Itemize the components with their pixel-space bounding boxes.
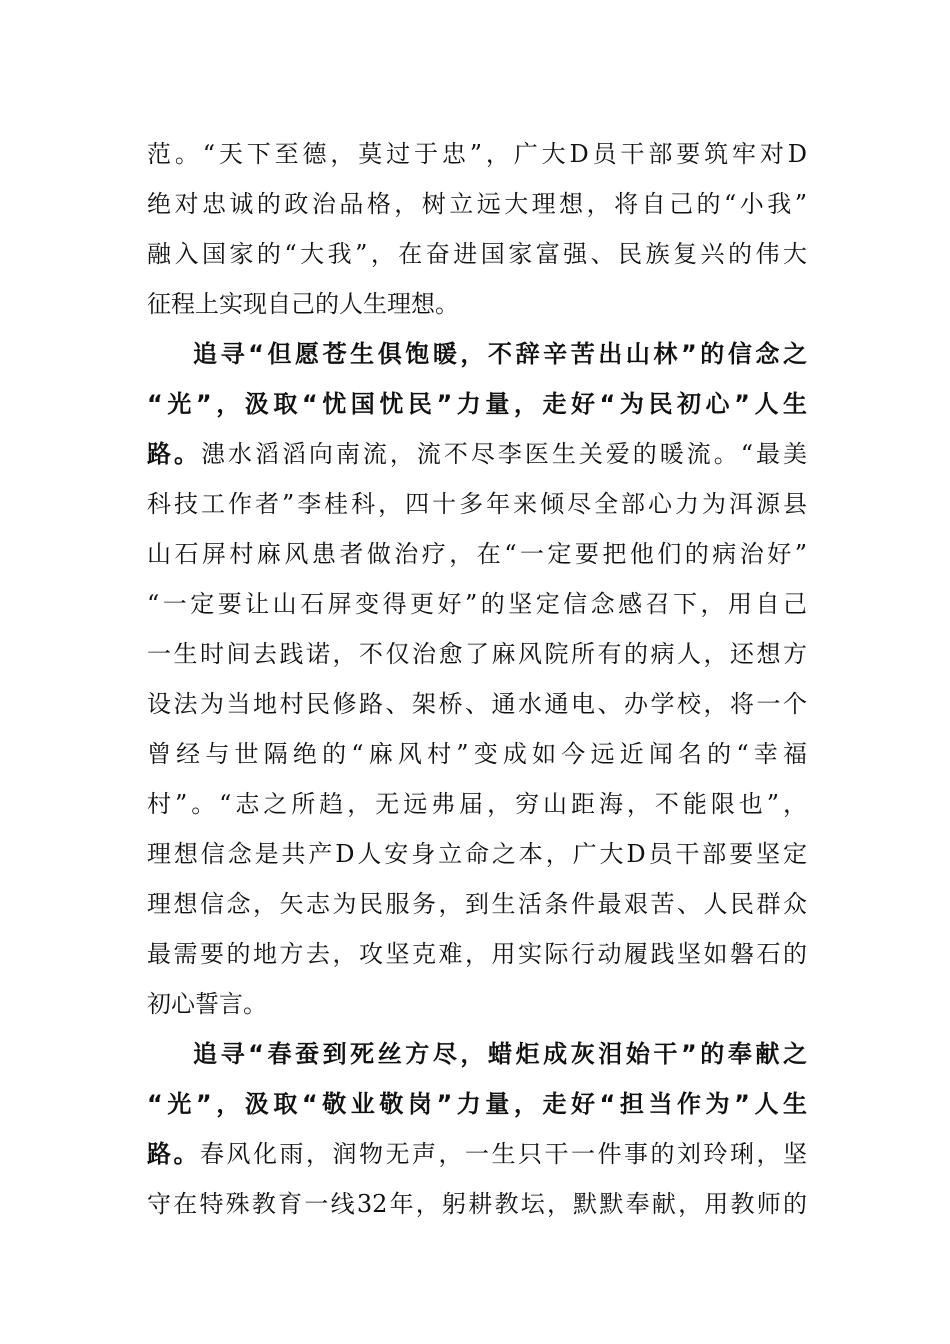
mixed-line <box>147 1138 807 1170</box>
heading-line: 追寻“但愿苍生俱饱暖，不辞辛苦出山林”的信念之 <box>193 340 807 368</box>
text-line: 理想信念是共产D人安身立命之本，广大D员干部要坚定 <box>147 840 807 868</box>
mixed-line <box>147 438 807 470</box>
paragraph-start: 春风化雨，润物无声，一生只干一件事的刘玲琍，坚 <box>200 1140 807 1168</box>
text-line: 理想信念，矢志为民服务，到生活条件最艰苦、人民群众 <box>147 890 807 918</box>
text-line: 最需要的地方去，攻坚克难，用实际行动履践坚如磐石的 <box>147 940 807 968</box>
text-line: 绝对忠诚的政治品格，树立远大理想，将自己的“小我” <box>147 190 807 218</box>
text-line: 曾经与世隔绝的“麻风村”变成如今远近闻名的“幸福 <box>147 740 807 768</box>
text-line: 初心誓言。 <box>147 990 267 1018</box>
text-line: 守在特殊教育一线32年，躬耕教坛，默默奉献，用教师的 <box>147 1190 807 1218</box>
heading-tail: 路。 <box>147 440 201 468</box>
heading-line: “光”，汲取“敬业敬岗”力量，走好“担当作为”人生 <box>147 1090 807 1118</box>
text-line: 设法为当地村民修路、架桥、通水通电、办学校，将一个 <box>147 690 807 718</box>
text-line: 科技工作者”李桂科，四十多年来倾尽全部心力为洱源县 <box>147 490 807 518</box>
text-line: 村”。“志之所趋，无远弗届，穷山距海，不能限也”， <box>147 790 807 818</box>
heading-tail: 路。 <box>147 1140 200 1168</box>
text-line: 一生时间去践诺，不仅治愈了麻风院所有的病人，还想方 <box>147 640 807 668</box>
heading-line: “光”，汲取“忧国忧民”力量，走好“为民初心”人生 <box>147 390 807 418</box>
text-line: 征程上实现自己的人生理想。 <box>147 290 459 318</box>
heading-line: 追寻“春蚕到死丝方尽，蜡炬成灰泪始干”的奉献之 <box>193 1040 807 1068</box>
text-line: 山石屏村麻风患者做治疗，在“一定要把他们的病治好” <box>147 540 807 568</box>
paragraph-start: 漶水滔滔向南流，流不尽李医生关爱的暖流。“最美 <box>200 440 807 468</box>
text-line: 融入国家的“大我”，在奋进国家富强、民族复兴的伟大 <box>147 240 807 268</box>
text-line: 范。“天下至德，莫过于忠”，广大D员干部要筑牢对D <box>147 140 807 168</box>
text-line: “一定要让山石屏变得更好”的坚定信念感召下，用自己 <box>147 590 807 618</box>
